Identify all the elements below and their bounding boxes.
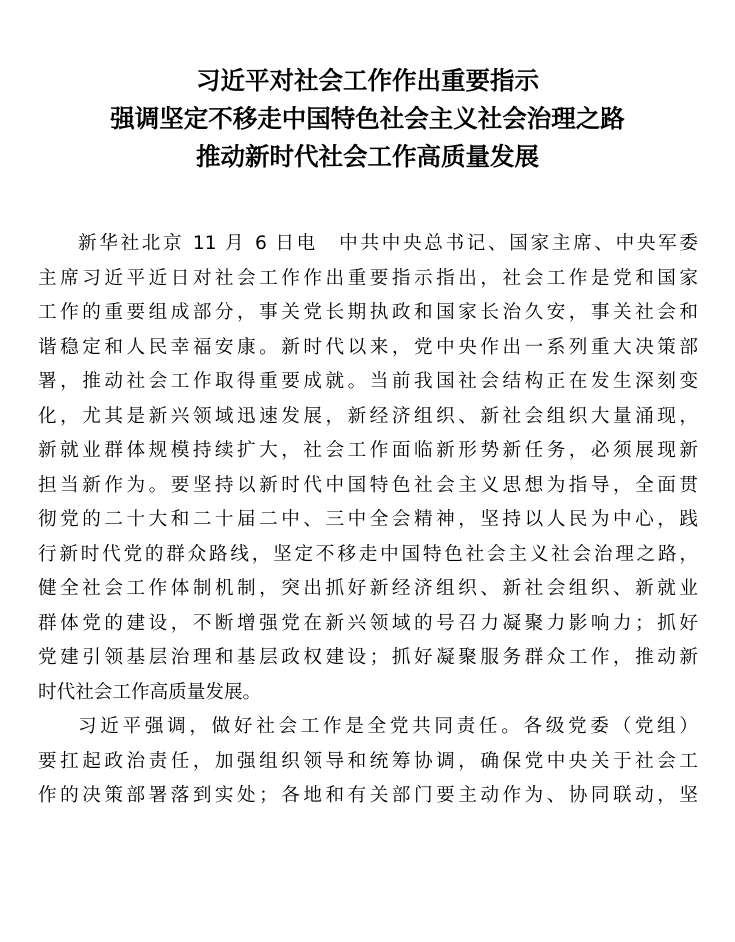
paragraph-line: 署，推动社会工作取得重要成就。当前我国社会结构正在发生深刻变	[38, 371, 698, 392]
headline-line: 习近平对社会工作作出重要指示	[196, 66, 539, 95]
paragraph-line: 行新时代党的群众路线，坚定不移走中国特色社会主义社会治理之路，	[38, 543, 698, 565]
paragraph-line: 习近平强调，做好社会工作是全党共同责任。各级党委（党组）	[78, 716, 698, 737]
paragraph-line: 担当新作为。要坚持以新时代中国特色社会主义思想为指导，全面贯	[38, 474, 698, 496]
headline	[0, 62, 735, 176]
paragraph-line: 化，尤其是新兴领域迅速发展，新经济组织、新社会组织大量涌现，	[38, 405, 698, 427]
headline-line: 强调坚定不移走中国特色社会主义社会治理之路	[110, 104, 625, 133]
paragraph-line: 新就业群体规模持续扩大，社会工作面临新形势新任务，必须展现新	[38, 440, 698, 461]
paragraph-line: 时代社会工作高质量发展。	[38, 681, 262, 703]
paragraph	[38, 227, 698, 710]
paragraph-line: 谐稳定和人民幸福安康。新时代以来，党中央作出一系列重大决策部	[38, 336, 698, 358]
paragraph-line: 主席习近平近日对社会工作作出重要指示指出，社会工作是党和国家	[38, 267, 698, 289]
paragraph-line: 作的决策部署落到实处；各地和有关部门要主动作为、协同联动，坚	[38, 785, 698, 806]
paragraph-line: 健全社会工作体制机制，突出抓好新经济组织、新社会组织、新就业	[38, 578, 698, 599]
paragraph-line: 群体党的建设，不断增强党在新兴领域的号召力凝聚力影响力；抓好	[38, 612, 698, 634]
paragraph-line: 要扛起政治责任，加强组织领导和统筹协调，确保党中央关于社会工	[38, 750, 698, 772]
paragraph-line: 新华社北京 11 月 6 日电 中共中央总书记、国家主席、中央军委	[78, 233, 698, 254]
headline-line: 推动新时代社会工作高质量发展	[196, 142, 539, 171]
paragraph-line: 彻党的二十大和二十届二中、三中全会精神，坚持以人民为中心，践	[38, 509, 698, 530]
paragraph-line: 工作的重要组成部分，事关党长期执政和国家长治久安，事关社会和	[38, 302, 698, 323]
article-body	[38, 227, 698, 814]
paragraph-line: 党建引领基层治理和基层政权建设；抓好凝聚服务群众工作，推动新	[38, 647, 698, 668]
paragraph	[38, 710, 698, 814]
